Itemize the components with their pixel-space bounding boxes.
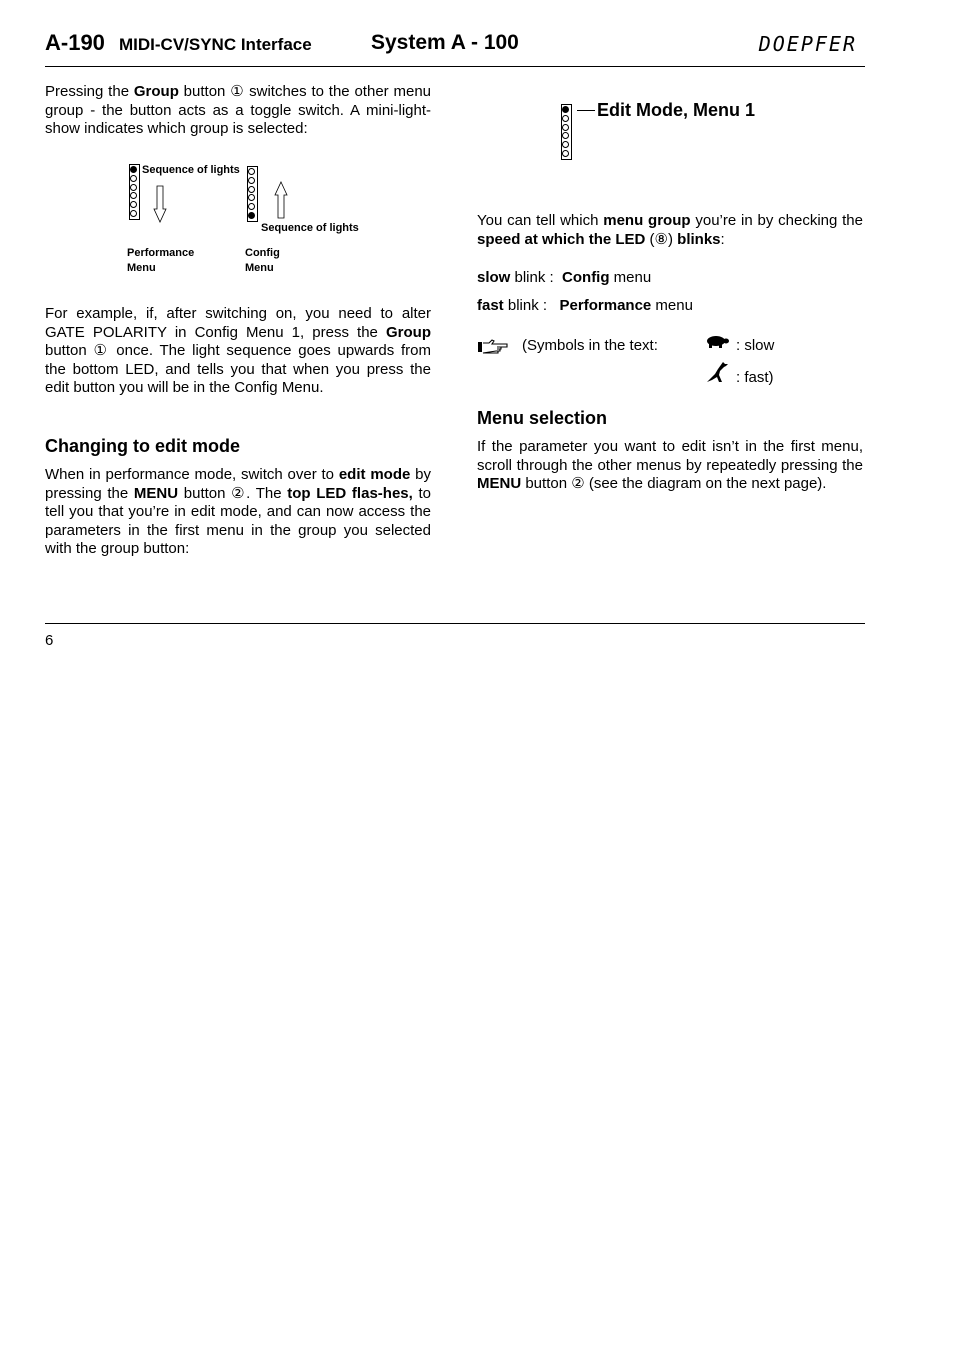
right-paragraph-2 <box>477 438 863 494</box>
led <box>562 124 569 131</box>
bold-text: MENU <box>477 475 522 493</box>
kangaroo-icon <box>706 360 730 384</box>
right-paragraph-1 <box>477 212 863 249</box>
text-run: : <box>720 230 725 248</box>
led <box>130 184 137 191</box>
sequence-label-1: Sequence of lights <box>142 164 240 176</box>
text-run: blink : <box>510 269 563 286</box>
menu-selection-heading: Menu selection <box>477 408 608 428</box>
brand-logo: DOEPFER <box>758 32 857 56</box>
config-label-line: Config <box>245 247 280 259</box>
model-subtitle: MIDI-CV/SYNC Interface <box>119 35 312 54</box>
bold-text: Config <box>562 269 610 286</box>
text-run: menu <box>651 297 693 314</box>
led <box>248 186 255 193</box>
text-run: by pressing the <box>45 466 432 502</box>
config-menu-label <box>245 246 280 276</box>
led <box>130 210 137 217</box>
text-run: menu <box>609 269 652 286</box>
bold-text: blinks <box>677 230 721 248</box>
fast-blink-line <box>477 297 863 316</box>
bold-text: edit mode <box>338 466 411 483</box>
bold-text: Group <box>133 83 179 100</box>
led <box>130 175 137 182</box>
model-name: A-190 <box>45 30 105 55</box>
left-paragraph-2 <box>45 305 431 398</box>
led <box>248 194 255 201</box>
bold-text: Group <box>386 323 431 341</box>
slow-symbol-label: : slow <box>736 337 775 354</box>
text-run: button ② (see the diagram on the next page). <box>521 475 827 493</box>
led <box>130 201 137 208</box>
fast-symbol-label: : fast) <box>736 369 774 386</box>
hand-pointer-icon <box>477 338 509 356</box>
changing-edit-mode-heading: Changing to edit mode <box>45 436 240 456</box>
led <box>130 192 137 199</box>
text-run: (⑧) <box>645 230 678 248</box>
bold-text: top LED flas-hes, <box>287 484 413 502</box>
symbols-text: (Symbols in the text: <box>522 337 658 354</box>
text-run: you’re in by checking the <box>690 212 863 229</box>
slow-blink-line <box>477 269 863 288</box>
text-run: Pressing the <box>45 83 134 100</box>
text-run: blink : <box>503 297 560 314</box>
config-label-line: Menu <box>245 262 274 274</box>
led <box>248 212 255 219</box>
text-run: button ① switches to the other menu group - the button acts as a toggle switch. A mini-light-show indicates which group is selected: <box>45 83 431 138</box>
config-led-column <box>247 166 258 222</box>
bold-text: MENU <box>133 484 179 502</box>
text-run: If the parameter you want to edit isn’t in the first menu, scroll through the other menus by repeatedly pressing the <box>477 438 863 474</box>
system-title: System A - 100 <box>371 31 519 54</box>
performance-label-line: Menu <box>127 262 156 274</box>
performance-menu-label <box>127 246 194 276</box>
performance-led-column <box>129 164 140 220</box>
bold-text: menu group <box>603 212 691 229</box>
arrow-up-icon <box>274 181 288 219</box>
arrow-down-icon <box>153 185 167 223</box>
led <box>248 177 255 184</box>
bold-text: fast <box>477 297 504 314</box>
light-sequence-diagram <box>125 163 365 278</box>
edit-mode-label: Edit Mode, Menu 1 <box>597 100 756 120</box>
page-number: 6 <box>45 632 54 649</box>
bold-text: Performance <box>559 297 652 314</box>
led <box>562 106 569 113</box>
turtle-icon <box>704 334 730 350</box>
edit-mode-led-column <box>561 104 572 160</box>
page-header <box>45 30 865 67</box>
bold-text: speed at which the LED <box>477 230 646 248</box>
left-paragraph-1 <box>45 83 431 139</box>
performance-label-line: Performance <box>127 247 195 259</box>
text-run: button ②. The <box>178 484 288 502</box>
led <box>562 141 569 148</box>
left-paragraph-3 <box>45 466 431 559</box>
text-run: You can tell which <box>477 212 604 229</box>
bold-text: slow <box>477 269 511 286</box>
text-run: When in performance mode, switch over to <box>45 466 339 483</box>
led <box>248 203 255 210</box>
text-run: to tell you that you’re in edit mode, and can now access the parameters in the first menu in the group you selected with the group button: <box>45 484 431 558</box>
text-run: For example, if, after switching on, you need to alter GATE POLARITY in Config Menu 1, press the <box>45 305 431 341</box>
footer-rule <box>45 623 865 624</box>
edit-mode-leader-line <box>577 110 595 111</box>
led <box>130 166 137 173</box>
led <box>562 132 569 139</box>
led <box>562 150 569 157</box>
led <box>562 115 569 122</box>
sequence-label-2: Sequence of lights <box>261 222 359 234</box>
led <box>248 168 255 175</box>
text-run: button ① once. The light sequence goes upwards from the bottom LED, and tells you that when you press the edit button you will be in the Config Menu. <box>45 342 431 397</box>
